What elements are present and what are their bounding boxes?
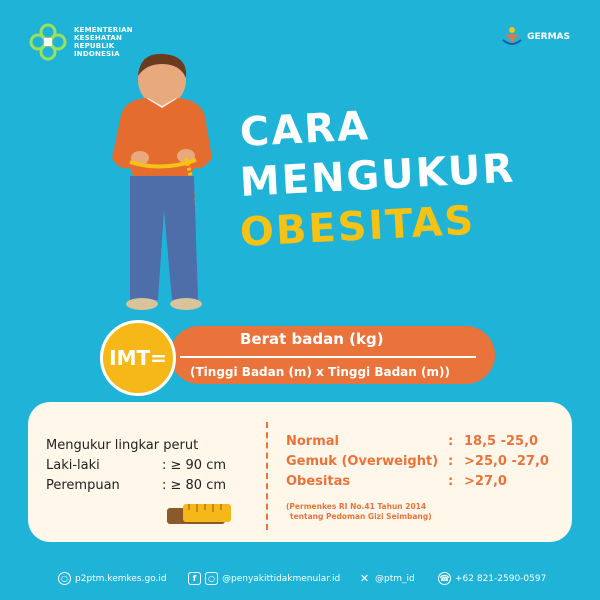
whatsapp-icon: ☎ [439,574,450,583]
bmi-category-label: Gemuk (Overweight) [286,454,439,469]
waist-row-value: : ≥ 90 cm [162,458,227,473]
social-text: @penyakittidakmenular.id [222,573,341,584]
footer [0,568,600,592]
bmi-category-value: >25,0 -27,0 [464,454,549,469]
facebook-icon: f [188,572,201,585]
footer-social[interactable] [188,572,340,585]
headline-line-3: OBESITAS [238,197,477,256]
phone-text: +62 821-2590-0597 [455,573,547,584]
waist-row [46,476,242,496]
reference-line-2: tentang Pedoman Gizi Seimbang) [290,512,432,521]
bmi-separator: : [448,454,454,469]
germas-text: GERMAS [527,32,570,42]
card-divider [266,422,268,530]
footer-website[interactable] [58,572,167,585]
headline [238,103,517,258]
measuring-tape-icon [165,500,235,528]
obese-person-illustration [100,50,250,320]
formula-denominator: (Tinggi Badan (m) x Tinggi Badan (m)) [190,365,450,379]
waist-measurement [46,436,242,496]
bmi-category-label: Obesitas [286,474,351,489]
bmi-categories [286,432,549,492]
regulation-reference [286,502,432,522]
kemenkes-mark-icon [28,22,68,62]
waist-title: Mengukur lingkar perut [46,438,199,453]
waist-row-label: Laki-laki [46,458,100,473]
bmi-category-label: Normal [286,434,339,449]
org-line-2: KESEHATAN [74,34,123,42]
x-icon: ✕ [359,572,370,585]
waist-row-label: Perempuan [46,478,120,493]
imt-label: IMT= [100,320,176,396]
germas-figure-icon [501,26,523,48]
bmi-separator: : [448,434,454,449]
org-line-1: KEMENTERIAN [74,26,133,34]
website-text: p2ptm.kemkes.go.id [75,573,167,584]
bmi-category-row [286,432,549,452]
headline-line-2: MENGUKUR [238,145,517,206]
reference-line-1: (Permenkes RI No.41 Tahun 2014 [286,502,427,511]
bmi-category-row [286,472,549,492]
org-line-4: INDONESIA [74,50,120,58]
bmi-category-row [286,452,549,472]
headline-line-1: CARA [238,103,372,156]
globe-icon: ○ [58,572,71,585]
bmi-category-value: >27,0 [464,474,507,489]
bmi-category-value: 18,5 -25,0 [464,434,539,449]
waist-row-value: : ≥ 80 cm [162,478,227,493]
germas-logo [501,26,570,48]
waist-row [46,456,242,476]
footer-phone[interactable] [438,572,546,585]
bmi-separator: : [448,474,454,489]
instagram-icon: ○ [205,572,218,585]
x-handle-text: @ptm_id [375,573,415,584]
formula-numerator: Berat badan (kg) [240,330,384,348]
org-line-3: REPUBLIK [74,42,115,50]
footer-x[interactable] [358,572,415,585]
fraction-line [180,356,476,358]
